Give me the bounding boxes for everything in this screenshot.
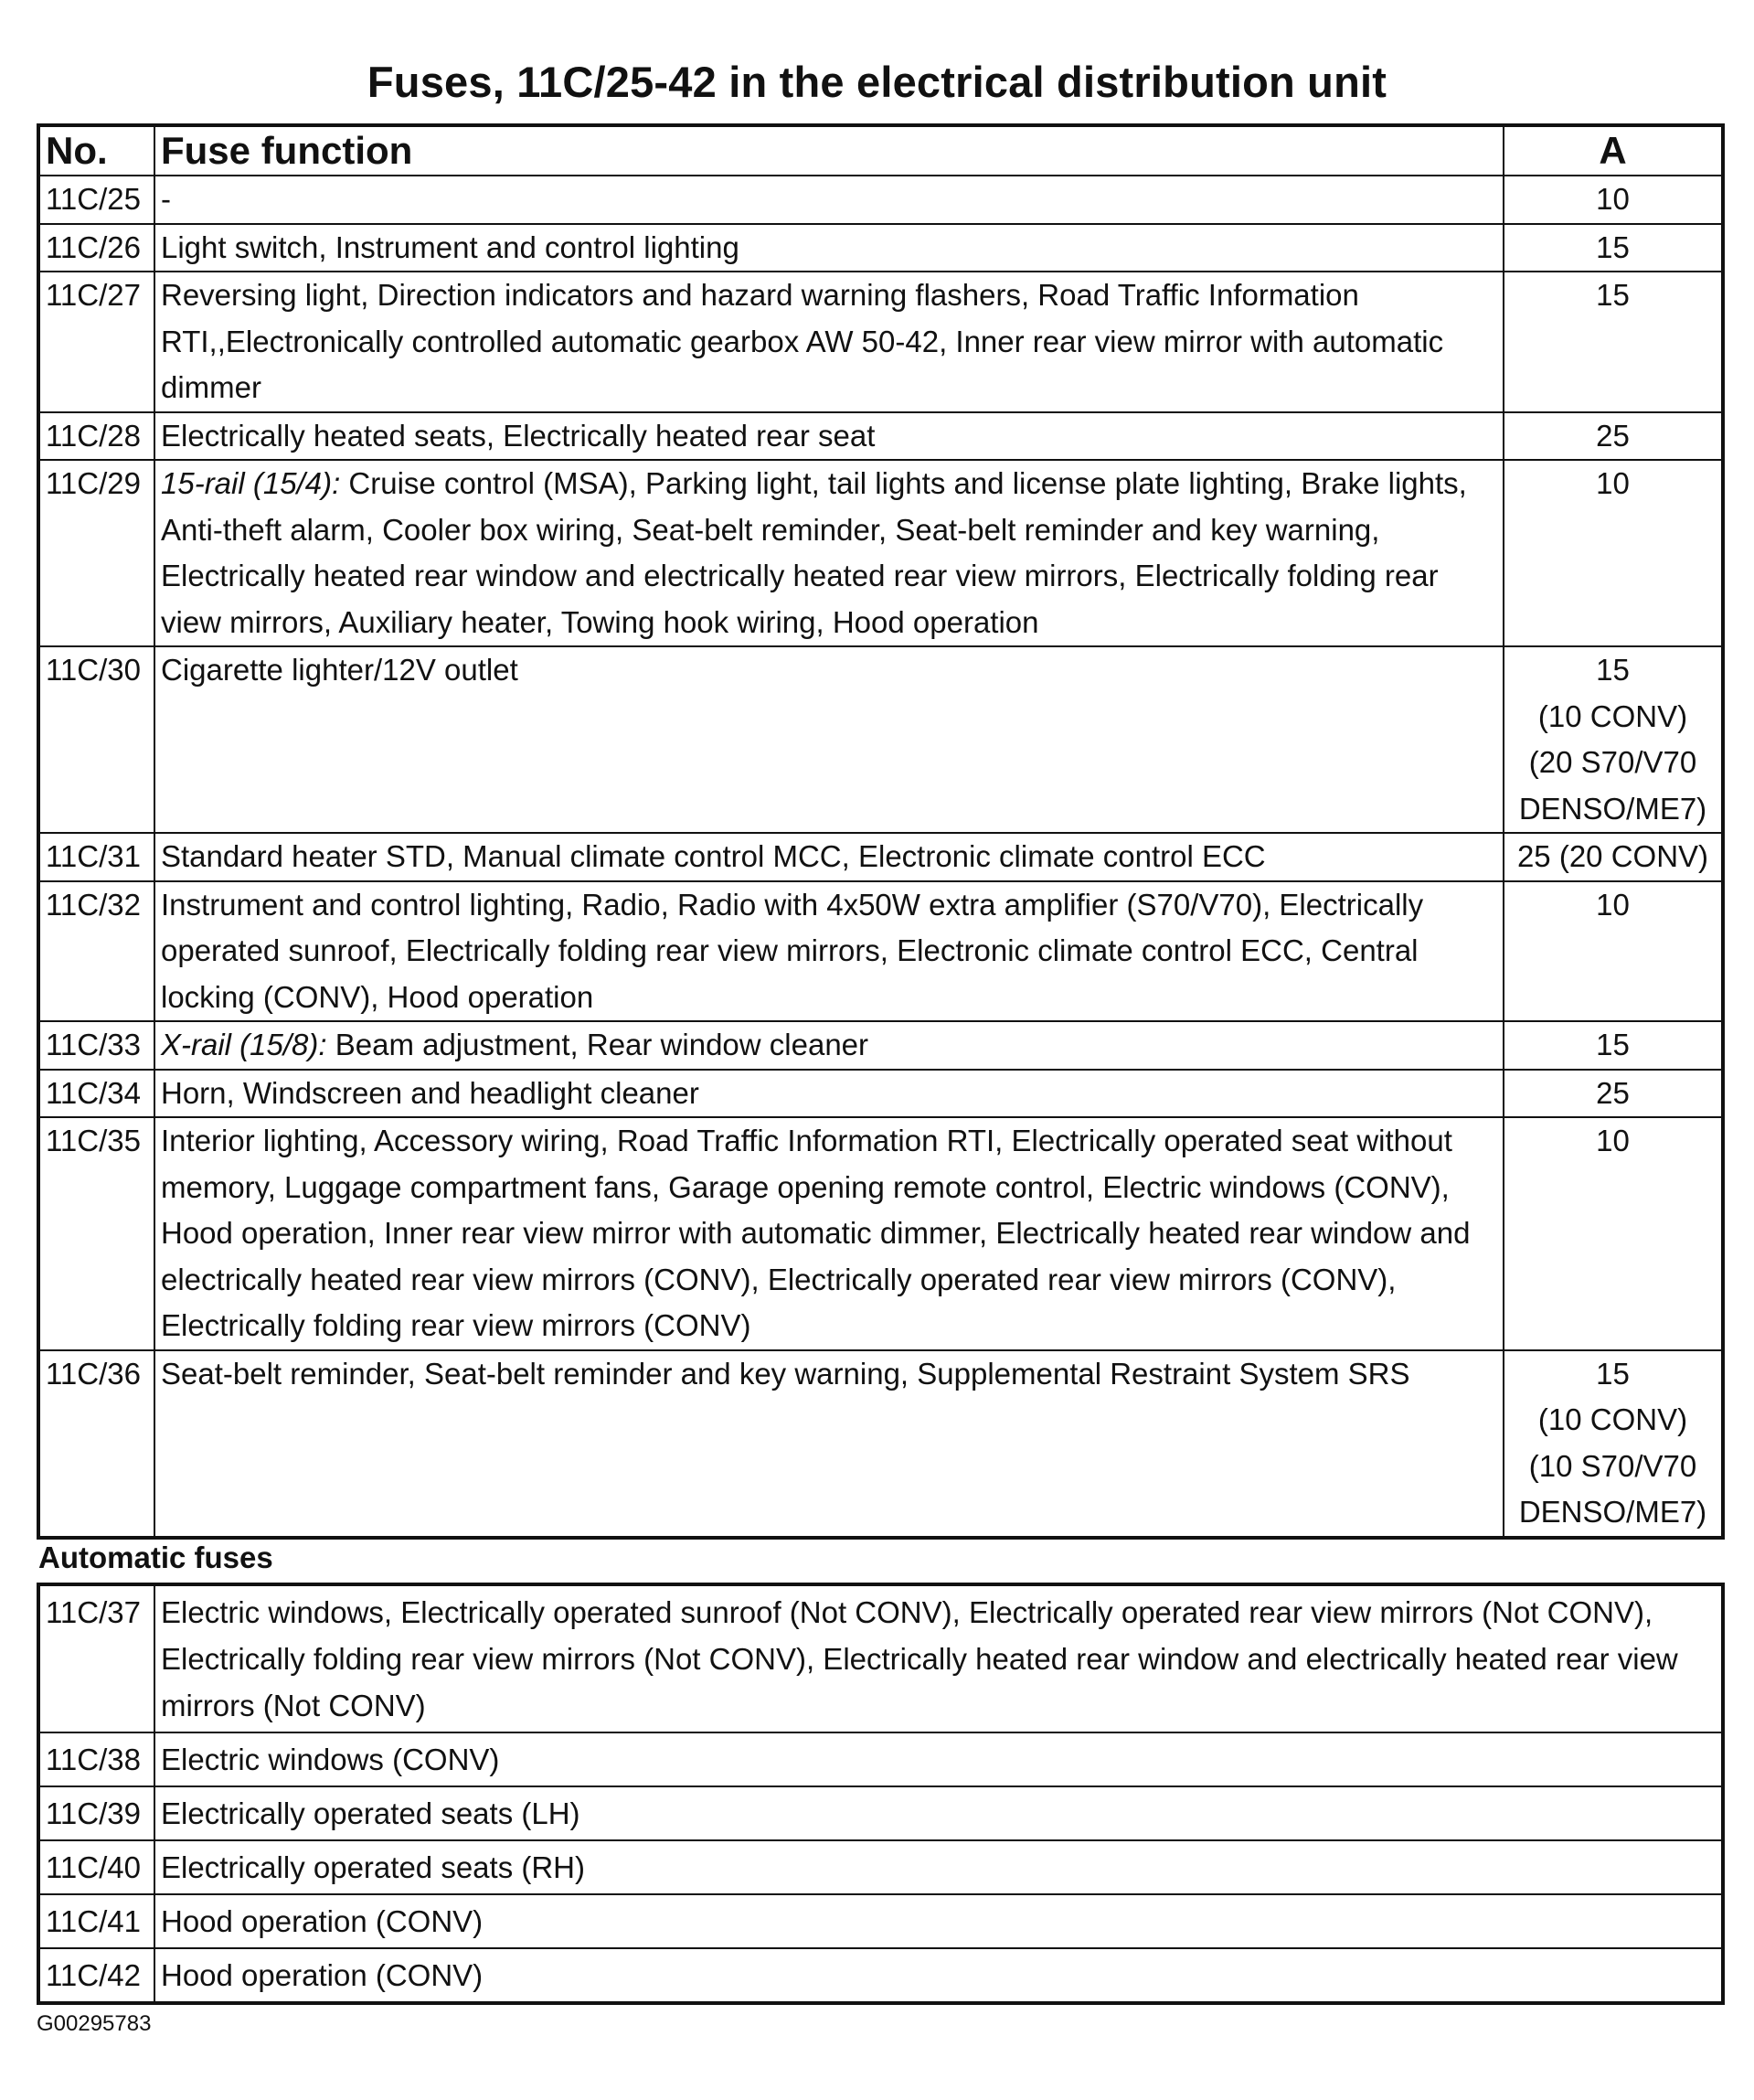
fuse-number: 11C/40 xyxy=(38,1840,154,1894)
amperage-value: 15 xyxy=(1596,1356,1630,1391)
table-row xyxy=(38,1070,1723,1118)
fuse-amperage xyxy=(1504,224,1723,272)
fuse-number: 11C/38 xyxy=(38,1732,154,1786)
rail-label: 15-rail (15/4): xyxy=(161,466,341,500)
fuse-function xyxy=(154,272,1504,412)
amperage-value: 15 xyxy=(1596,1028,1630,1061)
fuse-function xyxy=(154,833,1504,881)
table-row xyxy=(38,1840,1723,1894)
fuse-function: Hood operation (CONV) xyxy=(154,1894,1723,1948)
table-row xyxy=(38,224,1723,272)
fuse-function-text: Beam adjustment, Rear window cleaner xyxy=(326,1028,869,1061)
fuse-function-text: Interior lighting, Accessory wiring, Road Traffic Information RTI, Electrically operated seat without memory, Luggage compartment fans, Garage opening remote control, Electric windows (CONV), Hood operation, Inner rear view mirror with automatic dimmer, Electrically heated rear window and electrically heated rear view mirrors (CONV), Electrically operated rear view mirrors (CONV), Electrically folding rear view mirrors (CONV) xyxy=(161,1124,1471,1342)
table-row xyxy=(38,646,1723,833)
table-row xyxy=(38,1584,1723,1732)
amperage-value: 10 xyxy=(1596,466,1630,500)
fuse-number: 11C/32 xyxy=(38,881,154,1022)
table-row xyxy=(38,1021,1723,1070)
table-row xyxy=(38,1732,1723,1786)
fuse-number: 11C/31 xyxy=(38,833,154,881)
fuse-function xyxy=(154,412,1504,461)
column-header-function: Fuse function xyxy=(154,125,1504,176)
fuse-function-text: - xyxy=(161,182,171,216)
column-header-no: No. xyxy=(38,125,154,176)
fuse-function-text: Light switch, Instrument and control lighting xyxy=(161,229,739,264)
fuse-number: 11C/28 xyxy=(38,412,154,461)
amperage-value: (10 S70/V70 xyxy=(1528,1448,1697,1483)
fuse-amperage xyxy=(1504,1350,1723,1538)
fuse-function xyxy=(154,1070,1504,1118)
fuse-function xyxy=(154,1117,1504,1350)
fuse-amperage xyxy=(1504,646,1723,833)
fuse-number: 11C/39 xyxy=(38,1786,154,1840)
automatic-fuse-table xyxy=(37,1583,1725,2005)
amperage-value: (20 S70/V70 xyxy=(1528,745,1697,779)
table-row xyxy=(38,881,1723,1022)
fuse-number: 11C/36 xyxy=(38,1350,154,1538)
amperage-value: 25 xyxy=(1596,418,1630,453)
fuse-function-text: Instrument and control lighting, Radio, Radio with 4x50W extra amplifier (S70/V70), Electrically operated sunroof, Electrically folding rear view mirrors, Electronic climate control ECC, Central locking (CONV), Hood operation xyxy=(161,887,1424,1014)
fuse-function xyxy=(154,1021,1504,1070)
fuse-function-text: Cigarette lighter/12V outlet xyxy=(161,653,518,687)
fuse-number: 11C/26 xyxy=(38,224,154,272)
amperage-value: 15 xyxy=(1596,653,1630,687)
fuse-amperage xyxy=(1504,412,1723,461)
fuse-number: 11C/34 xyxy=(38,1070,154,1118)
amperage-value: 10 xyxy=(1596,887,1630,922)
table-row xyxy=(38,833,1723,881)
fuse-number: 11C/33 xyxy=(38,1021,154,1070)
fuse-amperage xyxy=(1504,1021,1723,1070)
table-row xyxy=(38,272,1723,412)
amperage-value: 25 xyxy=(1596,1075,1630,1110)
table-header-row xyxy=(38,125,1723,176)
table-row xyxy=(38,1948,1723,2003)
fuse-function xyxy=(154,460,1504,646)
document-id: G00295783 xyxy=(37,2011,152,2036)
amperage-value: 15 xyxy=(1596,229,1630,264)
table-row xyxy=(38,412,1723,461)
amperage-value: 10 xyxy=(1596,182,1630,216)
column-header-amps: A xyxy=(1504,125,1723,176)
fuse-function: Electrically operated seats (RH) xyxy=(154,1840,1723,1894)
amperage-value: DENSO/ME7) xyxy=(1518,791,1707,826)
fuse-function-text: Standard heater STD, Manual climate control MCC, Electronic climate control ECC xyxy=(161,839,1266,873)
amperage-value: DENSO/ME7) xyxy=(1518,1495,1707,1529)
amperage-value: (10 CONV) xyxy=(1537,698,1688,733)
fuse-function: Hood operation (CONV) xyxy=(154,1948,1723,2003)
amperage-value: 15 xyxy=(1596,278,1630,312)
amperage-value: (10 CONV) xyxy=(1537,1402,1688,1436)
fuse-function xyxy=(154,881,1504,1022)
fuse-amperage xyxy=(1504,1117,1723,1350)
fuse-number: 11C/29 xyxy=(38,460,154,646)
fuse-function-text: Reversing light, Direction indicators and hazard warning flashers, Road Traffic Information RTI,,Electronically controlled automatic gearbox AW 50-42, Inner rear view mirror with automatic dimmer xyxy=(161,278,1444,404)
fuse-amperage xyxy=(1504,1070,1723,1118)
fuse-amperage xyxy=(1504,176,1723,224)
amperage-value: 10 xyxy=(1596,1124,1630,1157)
table-row xyxy=(38,176,1723,224)
fuse-function xyxy=(154,646,1504,833)
fuse-table xyxy=(37,123,1725,1540)
fuse-function: Electrically operated seats (LH) xyxy=(154,1786,1723,1840)
fuse-number: 11C/25 xyxy=(38,176,154,224)
fuse-function-text: Cruise control (MSA), Parking light, tail lights and license plate lighting, Brake lights, Anti-theft alarm, Cooler box wiring, Seat-belt reminder, Seat-belt reminder and key warning, Electrically heated rear window and electrically heated rear view mirrors, Electrically folding rear view mirrors, Auxiliary heater, Towing hook wiring, Hood operation xyxy=(161,466,1467,639)
fuse-number: 11C/30 xyxy=(38,646,154,833)
fuse-amperage xyxy=(1504,460,1723,646)
page-title: Fuses, 11C/25-42 in the electrical distribution unit xyxy=(367,58,1387,106)
fuse-number: 11C/41 xyxy=(38,1894,154,1948)
fuse-number: 11C/35 xyxy=(38,1117,154,1350)
table-row xyxy=(38,460,1723,646)
table-row xyxy=(38,1117,1723,1350)
section-title-automatic-fuses: Automatic fuses xyxy=(38,1540,273,1574)
fuse-amperage xyxy=(1504,833,1723,881)
fuse-function xyxy=(154,224,1504,272)
fuse-function-text: Seat-belt reminder, Seat-belt reminder and key warning, Supplemental Restraint System SRS xyxy=(161,1356,1410,1391)
fuse-function xyxy=(154,1350,1504,1538)
fuse-function xyxy=(154,176,1504,224)
fuse-number: 11C/27 xyxy=(38,272,154,412)
fuse-number: 11C/37 xyxy=(38,1584,154,1732)
table-row xyxy=(38,1350,1723,1538)
fuse-function-text: Electrically heated seats, Electrically heated rear seat xyxy=(161,418,876,453)
table-row xyxy=(38,1786,1723,1840)
fuse-amperage xyxy=(1504,272,1723,412)
amperage-value: 25 (20 CONV) xyxy=(1516,839,1709,873)
fuse-function: Electric windows (CONV) xyxy=(154,1732,1723,1786)
fuse-function: Electric windows, Electrically operated sunroof (Not CONV), Electrically operated rear view mirrors (Not CONV), Electrically folding rear view mirrors (Not CONV), Electrically heated rear window and electrically heated rear view mirrors (Not CONV) xyxy=(154,1584,1723,1732)
fuse-function-text: Horn, Windscreen and headlight cleaner xyxy=(161,1075,699,1110)
fuse-amperage xyxy=(1504,881,1723,1022)
table-row xyxy=(38,1894,1723,1948)
fuse-number: 11C/42 xyxy=(38,1948,154,2003)
rail-label: X-rail (15/8): xyxy=(161,1028,327,1061)
